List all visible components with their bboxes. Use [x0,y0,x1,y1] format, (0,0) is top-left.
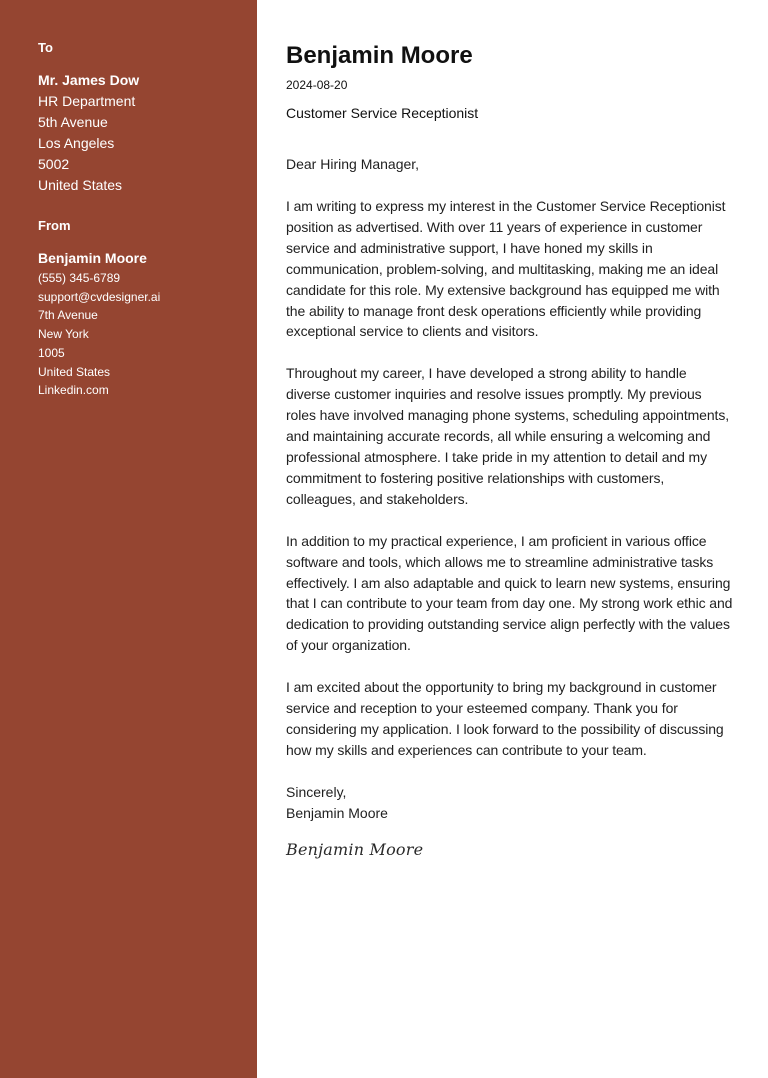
sender-linkedin: Linkedin.com [38,383,109,398]
greeting: Dear Hiring Manager, [286,156,420,172]
sender-name: Benjamin Moore [38,250,147,266]
sender-city: New York [38,327,89,342]
closing-name: Benjamin Moore [286,804,388,821]
paragraph-1: I am writing to express my interest in the Customer Service Receptionist position as advertised. With over 11 years of experience in customer service and administrative support, I have honed my skills in communication, problem-solving, and multitasking, making me an ideal candidate for this role. My extensive background has equipped me with the ability to manage front desk operations efficiently while providing exceptional service to clients and visitors. [286,198,726,340]
letter-body [286,40,734,860]
recipient-name: Mr. James Dow [38,72,140,88]
contact-sidebar [0,0,257,1078]
sender-email: support@cvdesigner.ai [38,289,161,304]
applicant-name: Benjamin Moore [286,42,473,69]
sender-country: United States [38,364,111,379]
letter-date: 2024-08-20 [286,78,348,92]
sender-block [38,218,257,400]
sender-phone: (555) 345-6789 [38,271,121,285]
closing-phrase: Sincerely, [286,783,347,800]
sender-street: 7th Avenue [38,308,98,323]
signature: Benjamin Moore [286,839,424,859]
paragraph-2: Throughout my career, I have developed a strong ability to handle diverse customer inquiries and resolve issues promptly. My previous roles have involved managing phone systems, scheduling appointments, and maintaining accurate records, all while ensuring a welcoming and professional atmosphere. I take pride in my attention to detail and my commitment to fostering positive relationships with customers, colleagues, and stakeholders. [286,365,730,507]
paragraph-3: In addition to my practical experience, I am proficient in various office software and tools, which allows me to streamline administrative tasks effectively. I am also adaptable and quick to learn new systems, ensuring that I can contribute to your team from day one. My strong work ethic and dedication to providing outstanding service align perfectly with the values of your organization. [286,532,733,654]
job-title: Customer Service Receptionist [286,105,479,121]
recipient-street: 5th Avenue [38,114,108,130]
recipient-department: HR Department [38,93,136,109]
recipient-block [38,40,257,196]
recipient-postcode: 5002 [38,156,70,172]
closing-block [286,782,734,824]
sender-postcode: 1005 [38,345,65,360]
recipient-country: United States [38,177,123,193]
recipient-city: Los Angeles [38,135,115,151]
sender-heading: From [38,218,71,233]
recipient-heading: To [38,40,53,55]
paragraph-4: I am excited about the opportunity to bring my background in customer service and reception to your esteemed company. Thank you for considering my application. I look forward to the possibility of discussing how my skills and experiences can contribute to your team. [286,679,724,758]
